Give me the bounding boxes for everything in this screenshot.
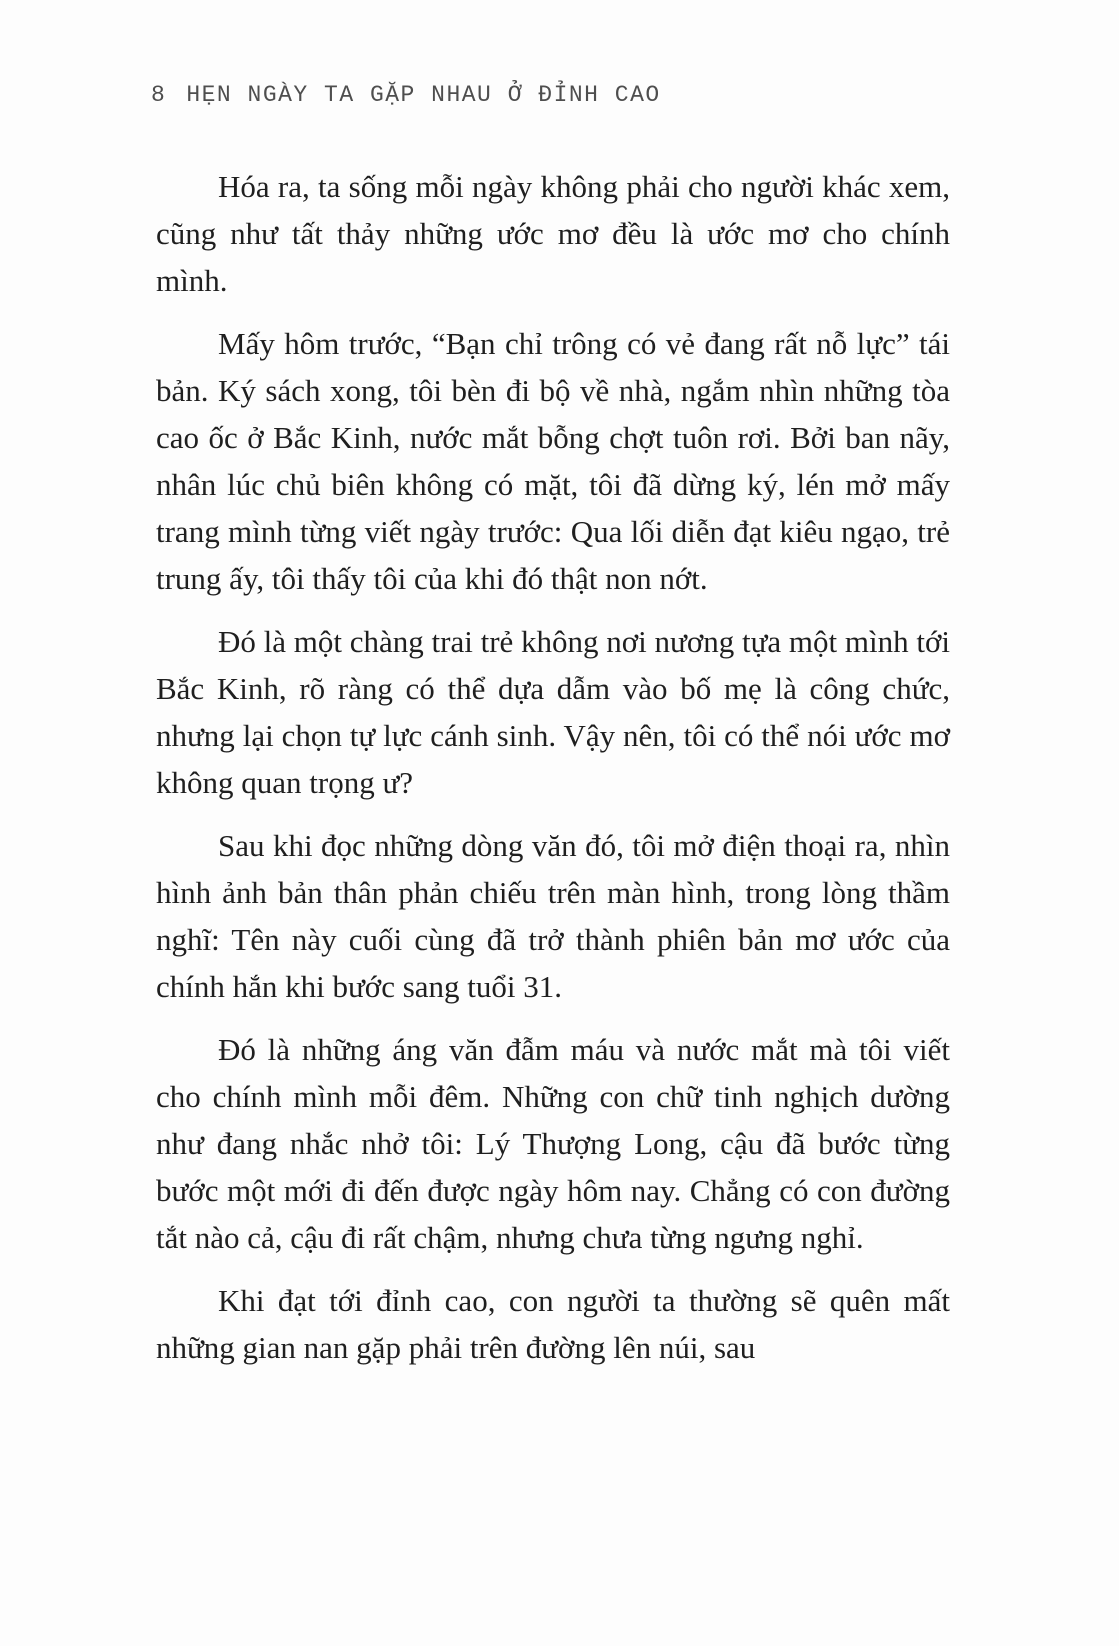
paragraph: Đó là những áng văn đẫm máu và nước mắt mà tôi viết cho chính mình mỗi đêm. Những con chữ tinh nghịch dường như đang nhắc nhở tôi: Lý Thượng Long, cậu đã bước từng bước một mới đi đến được ngày hôm nay. Chẳng có con đường tắt nào cả, cậu đi rất chậm, nhưng chưa từng ngưng nghỉ. xyxy=(156,1032,950,1255)
page-number: 8 xyxy=(151,82,167,108)
paragraph: Hóa ra, ta sống mỗi ngày không phải cho người khác xem, cũng như tất thảy những ước mơ đều là ước mơ cho chính mình. xyxy=(156,169,950,298)
page-body xyxy=(156,163,950,1371)
paragraph: Sau khi đọc những dòng văn đó, tôi mở điện thoại ra, nhìn hình ảnh bản thân phản chiếu trên màn hình, trong lòng thầm nghĩ: Tên này cuối cùng đã trở thành phiên bản mơ ước của chính hắn khi bước sang tuổi 31. xyxy=(156,828,950,1004)
running-title: HẸN NGÀY TA GẶP NHAU Ở ĐỈNH CAO xyxy=(186,82,661,108)
running-header xyxy=(151,82,661,108)
paragraph: Khi đạt tới đỉnh cao, con người ta thường sẽ quên mất những gian nan gặp phải trên đường lên núi, sau xyxy=(156,1283,950,1365)
paragraph: Đó là một chàng trai trẻ không nơi nương tựa một mình tới Bắc Kinh, rõ ràng có thể dựa dẫm vào bố mẹ là công chức, nhưng lại chọn tự lực cánh sinh. Vậy nên, tôi có thể nói ước mơ không quan trọng ư? xyxy=(156,624,950,800)
paragraph: Mấy hôm trước, “Bạn chỉ trông có vẻ đang rất nỗ lực” tái bản. Ký sách xong, tôi bèn đi bộ về nhà, ngắm nhìn những tòa cao ốc ở Bắc Kinh, nước mắt bỗng chợt tuôn rơi. Bởi ban nãy, nhân lúc chủ biên không có mặt, tôi đã dừng ký, lén mở mấy trang mình từng viết ngày trước: Qua lối diễn đạt kiêu ngạo, trẻ trung ấy, tôi thấy tôi của khi đó thật non nớt. xyxy=(156,326,950,596)
